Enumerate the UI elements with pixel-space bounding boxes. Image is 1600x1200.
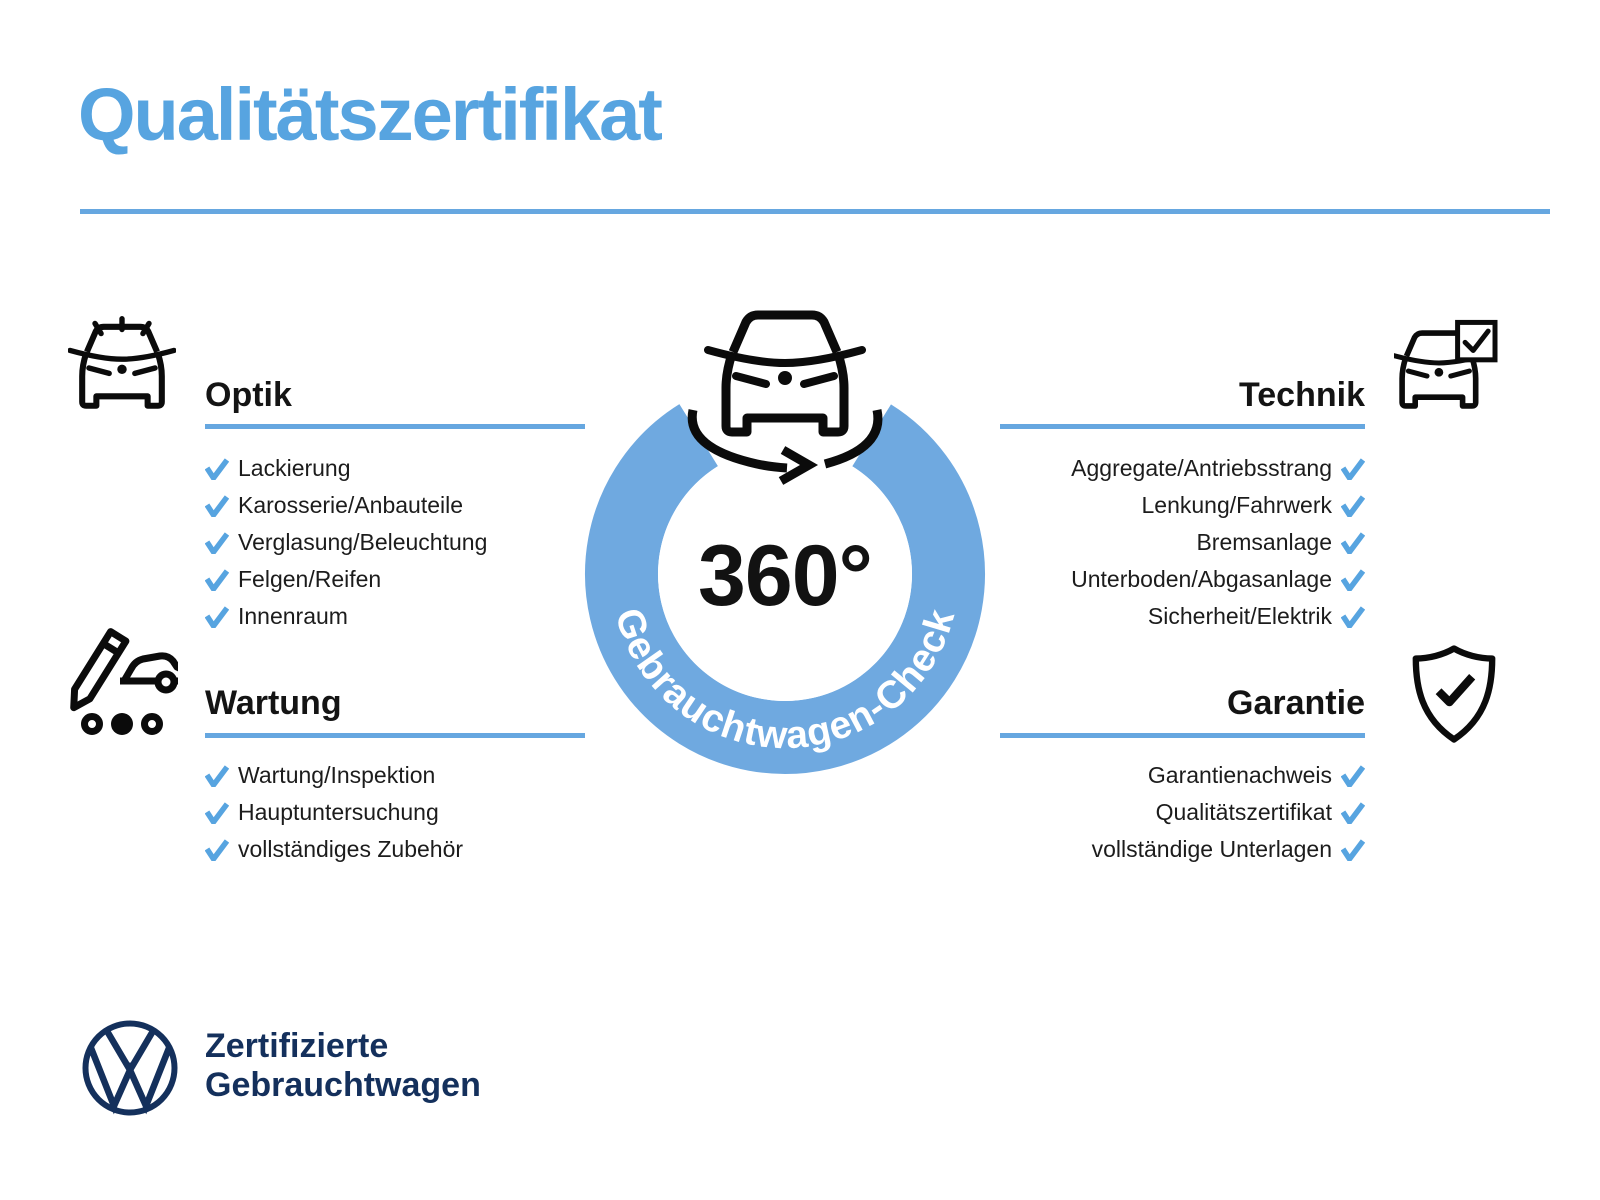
check-icon [1341,495,1365,517]
check-icon [1341,532,1365,554]
vw-logo [80,1018,180,1118]
car-front-shine-icon [68,314,176,426]
checklist-label: Aggregate/Antriebsstrang [1071,455,1332,481]
section-rule-optik [205,424,585,429]
checklist-label: Garantienachweis [1147,762,1332,788]
checklist-label: Lackierung [238,455,351,481]
check-icon [205,532,229,554]
checklist-item [205,450,487,487]
checklist-label: Karosserie/Anbauteile [238,492,464,518]
checklist-item [945,831,1365,868]
check-icon [1341,839,1365,861]
wartung-checklist [205,757,463,868]
title-divider [80,209,1550,214]
check-icon [205,765,229,787]
car-front-checkbox-icon [1394,316,1500,418]
360-check-graphic [555,294,1015,784]
page-title: Qualitätszertifikat [78,73,661,156]
checklist-item [945,794,1365,831]
check-icon [205,802,229,824]
checklist-label: vollständige Unterlagen [1091,836,1332,862]
checklist-label: Innenraum [238,603,348,629]
checklist-label: Bremsanlage [1196,529,1332,555]
checklist-label: vollständiges Zubehör [238,836,464,862]
section-title-garantie: Garantie [1227,684,1365,722]
car-rotate-360-icon [692,315,878,481]
checklist-item [205,757,463,794]
check-icon [1341,606,1365,628]
checklist-item [205,831,463,868]
checklist-label: Felgen/Reifen [238,566,382,592]
checklist-label: Wartung/Inspektion [238,762,436,788]
section-rule-technik [1000,424,1365,429]
check-icon [1341,802,1365,824]
brand-line-1: Zertifizierte [205,1027,389,1065]
section-title-technik: Technik [1239,376,1365,414]
checklist-label: Qualitätszertifikat [1155,799,1332,825]
check-icon [205,458,229,480]
checklist-label: Verglasung/Beleuchtung [238,529,488,555]
checklist-item [205,487,487,524]
check-icon [205,569,229,591]
checklist-item [205,524,487,561]
checklist-item [205,598,487,635]
ring-curved-label: Gebrauchtwagen-Check [606,603,964,758]
check-icon [205,495,229,517]
checklist-label: Sicherheit/Elektrik [1147,603,1332,629]
brand-line-2: Gebrauchtwagen [205,1066,481,1104]
optik-checklist [205,450,487,635]
checklist-item [205,794,463,831]
brand-claim [205,1027,481,1105]
checklist-label: Lenkung/Fahrwerk [1141,492,1332,518]
check-icon [1341,569,1365,591]
checklist-label: Hauptuntersuchung [238,799,439,825]
section-rule-garantie [1000,733,1365,738]
section-title-optik: Optik [205,376,292,414]
section-title-wartung: Wartung [205,684,342,722]
checklist-item [205,561,487,598]
degree-value: 360° [698,528,872,624]
shield-check-icon [1408,644,1500,744]
check-icon [1341,458,1365,480]
checklist-label: Unterboden/Abgasanlage [1071,566,1332,592]
pencil-car-checklist-icon [66,628,178,740]
check-icon [1341,765,1365,787]
check-icon [205,839,229,861]
check-icon [205,606,229,628]
section-rule-wartung [205,733,585,738]
